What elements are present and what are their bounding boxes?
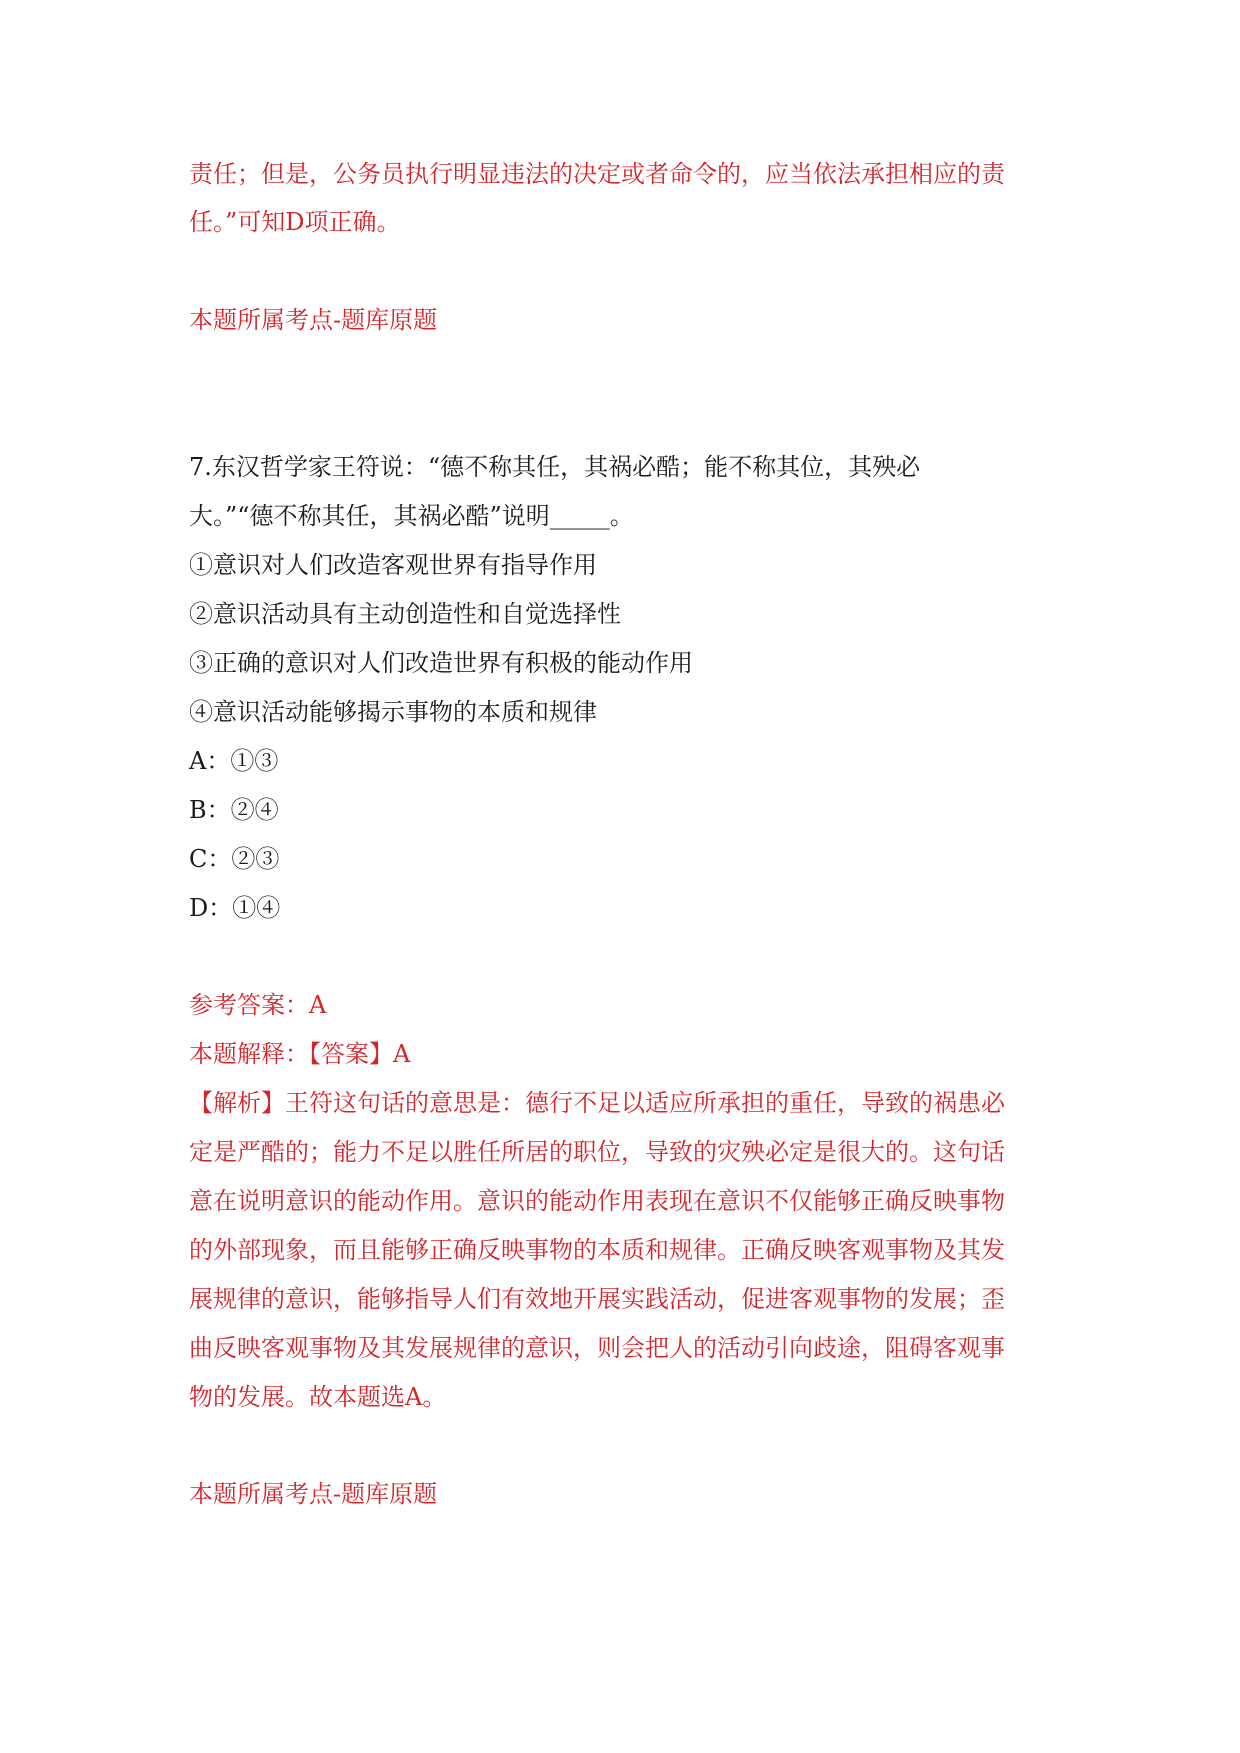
option-d: D：①④ <box>189 894 281 922</box>
statement-1: ①意识对人们改造客观世界有指导作用 <box>189 551 597 579</box>
statement-4: ④意识活动能够揭示事物的本质和规律 <box>189 698 597 726</box>
statement-2: ②意识活动具有主动创造性和自觉选择性 <box>189 600 621 628</box>
prev-explanation-line-1: 责任；但是，公务员执行明显违法的决定或者命令的，应当依法承担相应的责 <box>189 160 1005 188</box>
option-c: C：②③ <box>189 845 280 873</box>
analysis-line-1: 【解析】王符这句话的意思是：德行不足以适应所承担的重任，导致的祸患必 <box>189 1089 1005 1117</box>
analysis-line-2: 定是严酷的；能力不足以胜任所居的职位，导致的灾殃必定是很大的。这句话 <box>189 1138 1005 1166</box>
question-stem-line-1: 7.东汉哲学家王符说：“德不称其任，其祸必酷；能不称其位，其殃必 <box>189 453 921 481</box>
analysis-line-6: 曲反映客观事物及其发展规律的意识，则会把人的活动引向歧途，阻碍客观事 <box>189 1334 1005 1362</box>
analysis-line-5: 展规律的意识，能够指导人们有效地开展实践活动，促进客观事物的发展；歪 <box>189 1285 1005 1313</box>
option-b: B：②④ <box>189 796 279 824</box>
prev-topic-label: 本题所属考点-题库原题 <box>189 306 438 334</box>
analysis-line-3: 意在说明意识的能动作用。意识的能动作用表现在意识不仅能够正确反映事物 <box>189 1187 1005 1215</box>
prev-explanation-line-2: 任。”可知D项正确。 <box>189 208 401 236</box>
question-stem-line-2: 大。”“德不称其任，其祸必酷”说明_____。 <box>189 502 634 530</box>
reference-answer: 参考答案：A <box>189 991 327 1019</box>
analysis-line-4: 的外部现象，而且能够正确反映事物的本质和规律。正确反映客观事物及其发 <box>189 1236 1005 1264</box>
explanation-header: 本题解释：【答案】A <box>189 1040 411 1068</box>
analysis-line-7: 物的发展。故本题选A。 <box>189 1383 447 1411</box>
option-a: A：①③ <box>189 747 279 775</box>
topic-label: 本题所属考点-题库原题 <box>189 1480 438 1508</box>
statement-3: ③正确的意识对人们改造世界有积极的能动作用 <box>189 649 693 677</box>
